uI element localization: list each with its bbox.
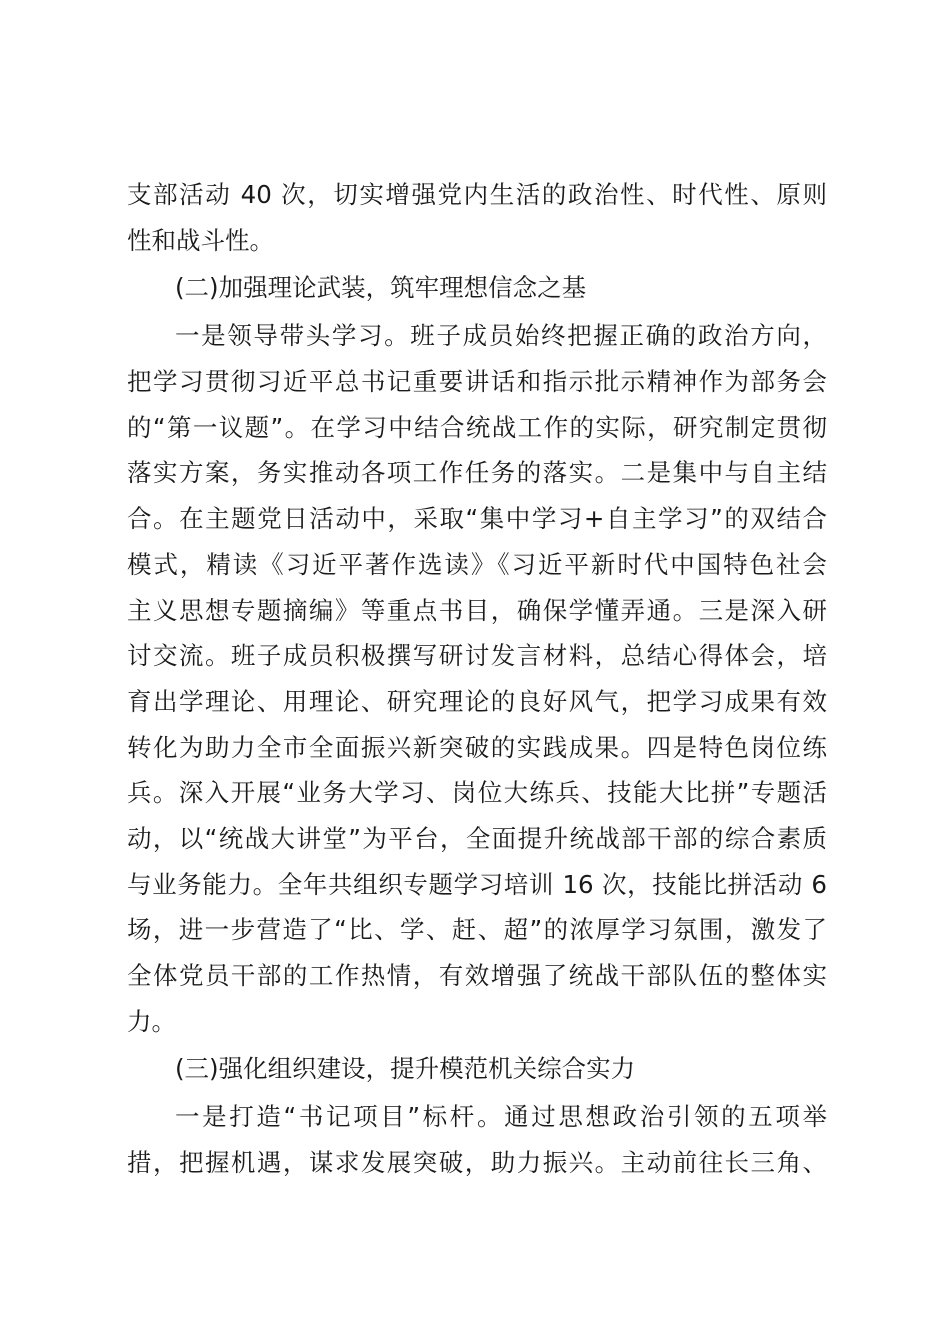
body-line: 措，把握机遇，谋求发展突破，助力振兴。主动前往长三角、: [127, 1148, 827, 1178]
body-line: 育出学理论、用理论、研究理论的良好风气，把学习成果有效: [127, 686, 827, 716]
body-line: 讨交流。班子成员积极撰写研讨发言材料，总结心得体会，培: [127, 641, 827, 671]
body-line: 一是打造“书记项目”标杆。通过思想政治引领的五项举: [175, 1102, 827, 1132]
body-line: 主义思想专题摘编》等重点书目，确保学懂弄通。三是深入研: [127, 595, 827, 625]
body-line: 模式，精读《习近平著作选读》《习近平新时代中国特色社会: [127, 549, 827, 579]
body-line: 转化为助力全市全面振兴新突破的实践成果。四是特色岗位练: [127, 732, 827, 762]
body-line: 性和战斗性。: [127, 225, 274, 255]
body-line: 与业务能力。全年共组织专题学习培训 16 次，技能比拼活动 6: [127, 869, 827, 899]
body-line: 力。: [127, 1006, 176, 1036]
body-line: 把学习贯彻习近平总书记重要讲话和指示批示精神作为部务会: [127, 367, 827, 397]
body-line: 全体党员干部的工作热情，有效增强了统战干部队伍的整体实: [127, 961, 827, 990]
body-line: 场，进一步营造了“比、学、赶、超”的浓厚学习氛围，激发了: [127, 915, 827, 945]
body-line: 的“第一议题”。在学习中结合统战工作的实际，研究制定贯彻: [127, 412, 827, 442]
body-line: 落实方案，务实推动各项工作任务的落实。二是集中与自主结: [127, 458, 827, 488]
document-body: [127, 172, 827, 1186]
section-heading-3: (三)强化组织建设，提升模范机关综合实力: [175, 1054, 636, 1084]
body-line: 兵。深入开展“业务大学习、岗位大练兵、技能大比拼”专题活: [127, 778, 827, 808]
body-line: 一是领导带头学习。班子成员始终把握正确的政治方向，: [175, 321, 827, 351]
section-heading-2: (二)加强理论武装，筑牢理想信念之基: [175, 273, 587, 303]
body-line: 合。在主题党日活动中，采取“集中学习+自主学习”的双结合: [127, 504, 827, 534]
body-line: 动，以“统战大讲堂”为平台，全面提升统战部干部的综合素质: [127, 823, 827, 853]
body-line: 支部活动 40 次，切实增强党内生活的政治性、时代性、原则: [127, 180, 827, 209]
